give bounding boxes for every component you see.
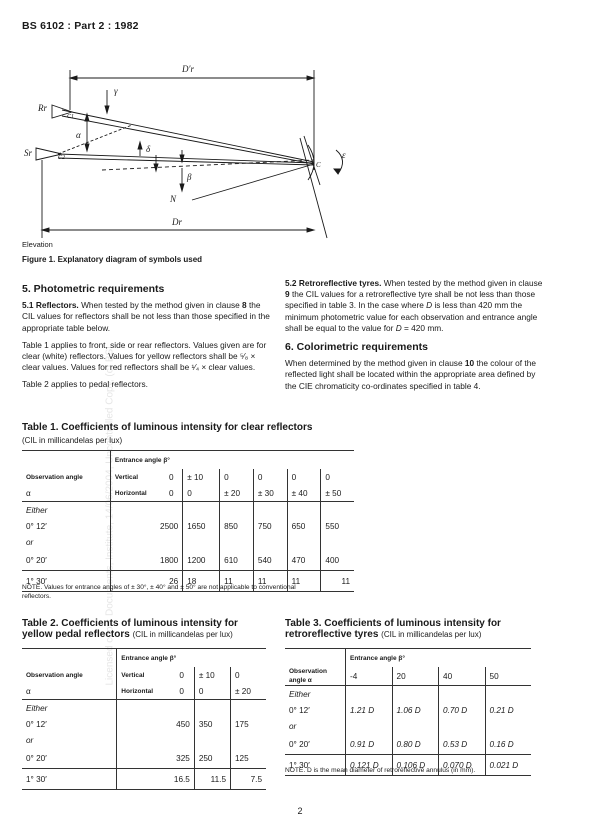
- table-row: [22, 716, 266, 732]
- angle-cell: 0° 12′: [26, 719, 47, 729]
- table-2-subtitle: (CIL in millicandelas per lux): [132, 630, 233, 639]
- observation-angle-header: Observation angle: [26, 473, 83, 481]
- angle-cell: 1° 30′: [289, 760, 310, 770]
- cell: 750: [253, 518, 287, 534]
- angle-cell: 0° 12′: [289, 705, 310, 715]
- horizontal-label: Horizontal: [110, 485, 165, 502]
- clause-ref: 9: [285, 289, 290, 300]
- cell: 0: [287, 469, 321, 485]
- cell: 2500: [110, 518, 182, 534]
- section-5-2-paragraph: [285, 278, 547, 334]
- cell: 11: [253, 571, 287, 592]
- cell: ± 10: [183, 469, 220, 485]
- cell: 0: [169, 472, 174, 482]
- table-row: [285, 702, 531, 718]
- table-row: [22, 518, 354, 534]
- title-line: Table 2. Coefficients of luminous intensity for: [22, 618, 238, 629]
- observation-angle-header: Observation angle: [26, 671, 83, 679]
- cell: 50: [485, 667, 531, 686]
- paragraph-text: When determined by the method given in clause: [285, 358, 463, 369]
- angle-cell: 1° 30′: [26, 576, 47, 586]
- table-row: [22, 550, 354, 571]
- cell: 0: [183, 485, 220, 502]
- reflector-plane: [300, 138, 327, 238]
- cell: ± 20: [220, 485, 254, 502]
- table-row: [22, 748, 266, 769]
- label-beta: β: [187, 172, 192, 182]
- clause-lead: Reflectors.: [35, 300, 79, 311]
- cell: 0: [169, 488, 174, 498]
- clause-number: 5.2: [285, 278, 297, 288]
- ray-dashed: [58, 125, 132, 154]
- cell: 0.80 D: [392, 734, 439, 755]
- dimension-arrow: [70, 76, 77, 80]
- ray-line: [62, 116, 314, 164]
- cell: 7.5: [231, 769, 267, 790]
- paragraph-text: the CIL values for a retroreflective tyre shall be not less than those specified in table 3. In the case where: [285, 289, 536, 311]
- cell: 11: [220, 571, 254, 592]
- section-5-1-paragraph: [22, 300, 274, 334]
- right-column: [285, 278, 547, 398]
- cell: 0.21 D: [485, 702, 531, 718]
- table-row: [22, 769, 266, 790]
- label-sr: Sr: [24, 148, 33, 158]
- cell: 175: [231, 716, 267, 732]
- side-watermark: Licensed copy: Documents, Institute, 14/06/2004, Uncontrolled Copy, (c) BSI: [104, 346, 116, 686]
- cell: 1200: [183, 550, 220, 571]
- page-number: 2: [297, 806, 303, 816]
- cell: 1.06 D: [392, 702, 439, 718]
- cell: 0.106 D: [392, 755, 439, 776]
- cell: 470: [287, 550, 321, 571]
- observation-angle-header: Observation angle α: [289, 668, 327, 684]
- table-1-applicability: Table 1 applies to front, side or rear reflectors. Values given are for clear (white) reflectors. Values for yellow reflectors shall be ⁵⁄₈ × clear values. Values for red reflectors shall be ¹⁄₄ × clear values.: [22, 339, 267, 373]
- table-3-subtitle: (CIL in millicandelas per lux): [381, 630, 482, 639]
- arrow-head: [154, 164, 158, 171]
- paragraph-text: the CIL values for reflectors shall be not less than those specified in the appropriate table below.: [22, 300, 270, 333]
- either-label: Either: [289, 689, 311, 699]
- cell: 16.5: [117, 769, 195, 790]
- table-2-applicability: Table 2 applies to pedal reflectors.: [22, 379, 148, 390]
- cell: ± 20: [231, 683, 267, 700]
- symbol-d: D: [395, 322, 402, 333]
- vertical-label: Vertical: [117, 667, 176, 683]
- table-3: [285, 648, 531, 776]
- angle-cell: 0° 20′: [26, 753, 47, 763]
- cell: 0: [194, 683, 230, 700]
- section-6-paragraph: [285, 358, 547, 392]
- angle-cell: 1° 30′: [26, 774, 47, 784]
- cell: 250: [194, 748, 230, 769]
- dimension-arrow: [42, 228, 49, 232]
- cell: 350: [194, 716, 230, 732]
- cell: ± 30: [253, 485, 287, 502]
- entrance-angle-header: Entrance angle β°: [110, 451, 354, 470]
- label-n: N: [170, 194, 177, 204]
- title-line: yellow pedal reflectors: [22, 629, 130, 640]
- label-rr: Rr: [38, 103, 47, 113]
- label-alpha: α: [76, 130, 81, 140]
- alpha-symbol: α: [26, 488, 31, 498]
- cell: 0.021 D: [485, 755, 531, 776]
- cell: 0.53 D: [439, 734, 486, 755]
- or-label: or: [26, 537, 34, 547]
- cell: 0: [179, 670, 184, 680]
- ray-line: [62, 110, 314, 162]
- table-3-note: NOTE. D is the mean diameter of retroreflective annulus (in mm).: [285, 767, 476, 774]
- cell: 0.91 D: [346, 734, 393, 755]
- angle-cell: 0° 12′: [26, 521, 47, 531]
- arrow-head: [105, 106, 109, 113]
- table-1-subtitle: (CIL in millicandelas per lux): [22, 436, 123, 445]
- clause-lead: Retroreflective tyres.: [298, 278, 382, 288]
- cell: 1.21 D: [346, 702, 393, 718]
- cell: 550: [321, 518, 354, 534]
- label-dr-prime: D′r: [182, 64, 194, 74]
- left-column: [22, 284, 274, 397]
- cell: 0: [253, 469, 287, 485]
- entrance-angle-header: Entrance angle β°: [346, 649, 532, 668]
- arrow-head: [138, 142, 142, 149]
- or-label: or: [26, 735, 34, 745]
- either-label: Either: [26, 703, 48, 713]
- symbol-d: D: [426, 300, 433, 311]
- figure-elevation-label: Elevation: [22, 240, 53, 249]
- dimension-arrow: [307, 76, 314, 80]
- arrow-head: [85, 144, 89, 151]
- label-c2: C2: [58, 155, 66, 161]
- table-1-note: NOTE. Values for entrance angles of ± 30°, ± 40° and ± 50° are not applicable to conventional reflectors.: [22, 584, 296, 600]
- title-line: Table 3. Coefficients of luminous intensity for: [285, 618, 501, 629]
- clause-ref: 8: [242, 300, 247, 311]
- table-3-title: [285, 618, 545, 640]
- label-c1: C1: [67, 114, 75, 120]
- cell: 450: [117, 716, 195, 732]
- cell: 1800: [110, 550, 182, 571]
- cell: 850: [220, 518, 254, 534]
- figure-1-diagram: [22, 50, 352, 240]
- cell: ± 50: [321, 485, 354, 502]
- cell: -4: [346, 667, 393, 686]
- cell: 1650: [183, 518, 220, 534]
- paragraph-text: is less than 420 mm the minimum photometric value for each observation and entrance angle shall be equal to the value for: [285, 300, 538, 333]
- figure-caption: Figure 1. Explanatory diagram of symbols used: [22, 255, 203, 264]
- angle-cell: 0° 20′: [289, 739, 310, 749]
- normal-line: [192, 164, 314, 200]
- cell: 11: [287, 571, 321, 592]
- label-epsilon: ε: [342, 150, 346, 160]
- label-c: C: [316, 161, 321, 169]
- paragraph-text: = 420 mm.: [404, 322, 444, 333]
- arrow-head: [180, 184, 184, 191]
- cell: 11.5: [194, 769, 230, 790]
- table-2-title: [22, 618, 282, 640]
- cell: 20: [392, 667, 439, 686]
- label-gamma: γ: [114, 86, 118, 96]
- cell: 0: [220, 469, 254, 485]
- cell: 0: [179, 686, 184, 696]
- cell: 400: [321, 550, 354, 571]
- table-2: [22, 648, 266, 790]
- cell: ± 10: [194, 667, 230, 683]
- section-6-heading: 6. Colorimetric requirements: [285, 341, 428, 354]
- cell: 0.070 D: [439, 755, 486, 776]
- label-delta: δ: [146, 144, 151, 154]
- cell: 540: [253, 550, 287, 571]
- cell: 0.16 D: [485, 734, 531, 755]
- paragraph-text: When tested by the method given in clause: [81, 300, 240, 311]
- label-dr: Dr: [172, 217, 183, 227]
- cell: 18: [183, 571, 220, 592]
- cell: 40: [439, 667, 486, 686]
- cell: ± 40: [287, 485, 321, 502]
- dimension-arrow: [307, 228, 314, 232]
- table-1: [22, 450, 354, 592]
- cell: 0: [321, 469, 354, 485]
- clause-ref: 10: [464, 358, 475, 369]
- cell: 0.121 D: [346, 755, 393, 776]
- title-line: retroreflective tyres: [285, 629, 379, 640]
- table-row: [285, 734, 531, 755]
- cell: 0.70 D: [439, 702, 486, 718]
- cell: 325: [117, 748, 195, 769]
- cell: 610: [220, 550, 254, 571]
- either-label: Either: [26, 505, 48, 515]
- paragraph-text: the colour of the reflected light shall be located within the appropriate area defined by the CIE chromaticity co-ordinates specified in table 4.: [285, 358, 536, 391]
- vertical-label: Vertical: [110, 469, 165, 485]
- cell: 11: [321, 571, 354, 592]
- cell: 125: [231, 748, 267, 769]
- cell: 650: [287, 518, 321, 534]
- entrance-angle-header: Entrance angle β°: [117, 649, 266, 668]
- angle-cell: 0° 20′: [26, 555, 47, 565]
- document-reference: BS 6102 : Part 2 : 1982: [22, 20, 139, 32]
- horizontal-label: Horizontal: [117, 683, 176, 700]
- table-1-title: Table 1. Coefficients of luminous intensity for clear reflectors: [22, 422, 313, 433]
- section-5-heading: 5. Photometric requirements: [22, 283, 165, 295]
- arc-arrow: [334, 169, 340, 174]
- alpha-symbol: α: [26, 686, 31, 696]
- clause-number: 5.1: [22, 300, 34, 311]
- cell: 0: [231, 667, 267, 683]
- paragraph-text: When tested by the method given in clause: [383, 278, 543, 288]
- cell: 26: [110, 571, 182, 592]
- or-label: or: [289, 721, 297, 731]
